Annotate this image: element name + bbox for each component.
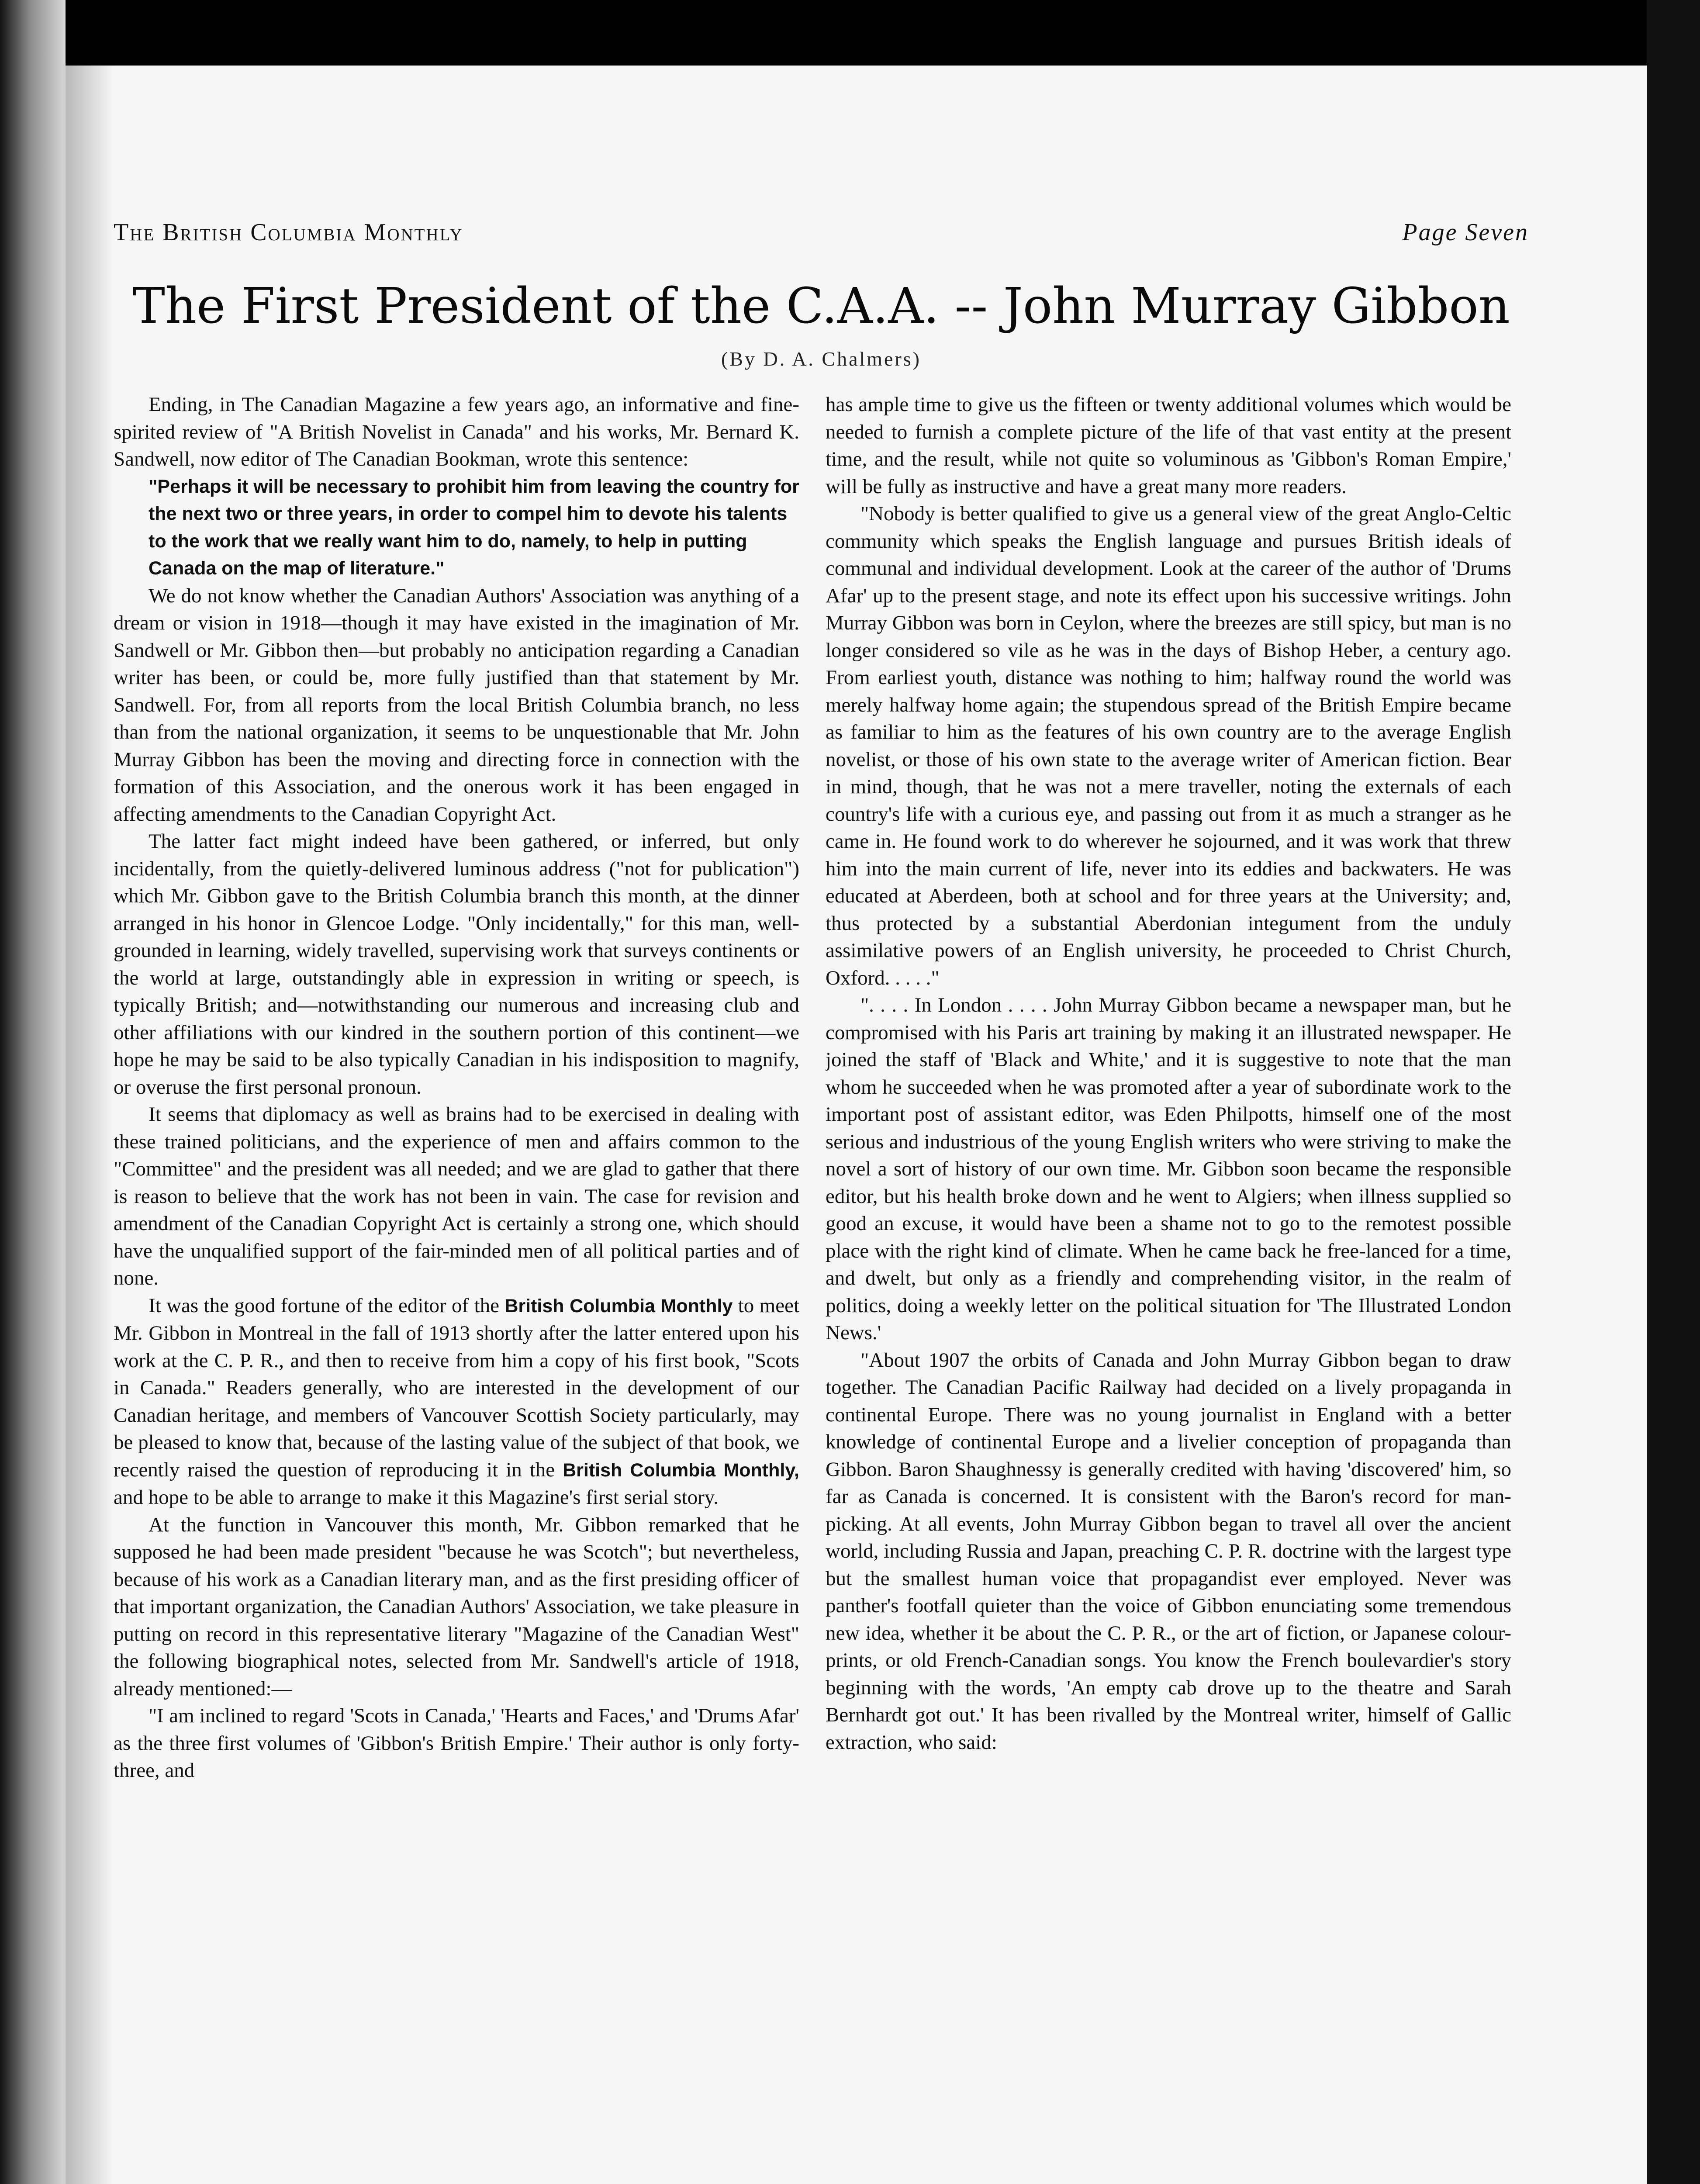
right-column (826, 391, 1511, 2184)
paragraph: It seems that diplomacy as well as brains had to be exercised in dealing with these trained politicians, and the experience of men and affairs common to the "Committee" and the president was all needed; and we are glad to gather that there is reason to believe that the work has not been in vain. The case for revision and amendment of the Canadian Copyright Act is certainly a strong one, which should have the unqualified support of the fair-minded men of all political parties and of none. (114, 1103, 799, 1289)
article-title: The First President of the C.A.A. -- John Murray Gibbon (132, 278, 1510, 335)
paragraph: The latter fact might indeed have been gathered, or inferred, but only incidentally, from the quietly-delivered luminous address ("not for publication") which Mr. Gibbon gave to the British Columbia branch this month, at the dinner arranged in his honor in Glencoe Lodge. "Only incidentally," for this man, well-grounded in learning, widely travelled, supervising work that surveys continents or the world at large, outstandingly able in expression in writing or speech, is typically British; and—notwithstanding our numerous and increasing club and other affiliations with our kindred in the southern portion of this continent—we hope he may be said to be also typically Canadian in his indisposition to magnify, or overuse the first personal pronoun. (114, 830, 799, 1099)
paragraph: "About 1907 the orbits of Canada and John Murray Gibbon began to draw together. The Canadian Pacific Railway had decided on a lively propaganda in continental Europe. There was no young journalist in England with a better knowledge of continental Europe and a livelier conception of propaganda than Gibbon. Baron Shaughnessy is generally credited with having 'discovered' him, so far as Canada is concerned. It is consistent with the Baron's record for man-picking. At all events, John Murray Gibbon began to travel all over the ancient world, including Russia and Japan, preaching C. P. R. doctrine with the largest type but the smallest human voice that propagandist ever employed. Never was panther's footfall quieter than the voice of Gibbon enunciating some tremendous new idea, whether it be about the C. P. R., or the art of fiction, or Japanese colour-prints, or old French-Canadian songs. You know the French boulevardier's story beginning with the words, 'An empty cab drove up to the theatre and Sarah Bernhardt got out.' It has been rivalled by the Montreal writer, himself of Gallic extraction, who said: (826, 1348, 1511, 1754)
article-byline: (By D. A. Chalmers) (721, 348, 921, 370)
text-run: It was the good fortune of the editor of the (149, 1294, 499, 1317)
page-number: Page Seven (1402, 219, 1529, 246)
text-run: to meet Mr. Gibbon in Montreal in the fall of 1913 shortly after the latter entered upon his work at the C. P. R., and then to receive from him a copy of his first book, "Scots in Canada." Readers generally, who are interested in the development of our Canadian heritage, and members of Vancouver Scottish Society particularly, may be pleased to know that, because of the lasting value of the subject of that book, we recently raised the question of reproducing it in the (114, 1294, 799, 1481)
running-header (114, 218, 1529, 253)
magazine-name: British Columbia Monthly, (563, 1459, 799, 1481)
pull-quote: "Perhaps it will be necessary to prohibit him from leaving the country for the next two or three years, in order to compel him to devote his talents to the work that we really want him to do, namely, to help in putting Canada on the map of literature." (149, 476, 799, 579)
paragraph: "I am inclined to regard 'Scots in Canada,' 'Hearts and Faces,' and 'Drums Afar' as the three first volumes of 'Gibbon's British Empire.' Their author is only forty-three, and (114, 1704, 799, 1782)
paragraph: We do not know whether the Canadian Authors' Association was anything of a dream or vision in 1918—though it may have existed in the imagination of Mr. Sandwell or Mr. Gibbon then—but probably no anticipation regarding a Canadian writer has been, or could be, more fully justified than that statement by Mr. Sandwell. For, from all reports from the local British Columbia branch, no less than from the national organization, it seems to be unquestionable that Mr. John Murray Gibbon has been the moving and directing force in connection with the formation of this Association, and the onerous work it has been engaged in affecting amendments to the Canadian Copyright Act. (114, 584, 799, 826)
paragraph: ". . . . In London . . . . John Murray Gibbon became a newspaper man, but he compromised with his Paris art training by making it an illustrated newspaper. He joined the staff of 'Black and White,' and it is suggestive to note that the man whom he succeeded when he was promoted after a year of subordinate work to the important post of assistant editor, was Eden Philpotts, himself one of the most serious and industrious of the young English writers who were striving to make the novel a sort of history of our own time. Mr. Gibbon soon became the responsible editor, but his health broke down and he went to Algiers; when illness supplied so good an excuse, it would have been a shame not to go to the remotest possible place with the right kind of climate. When he came back he free-lanced for a time, and dwelt, but only as a friendly and comprehending visitor, in the realm of politics, doing a weekly letter on the political situation for 'The Illustrated London News.' (826, 994, 1511, 1344)
paragraph: Ending, in The Canadian Magazine a few years ago, an informative and fine-spirited review of "A British Novelist in Canada" and his works, Mr. Bernard K. Sandwell, now editor of The Canadian Bookman, wrote this sentence: (114, 393, 799, 470)
left-column (114, 391, 799, 2184)
page-gutter-shadow (66, 66, 114, 2184)
magazine-name: British Columbia Monthly (504, 1295, 733, 1317)
scan-right-edge (1647, 0, 1700, 2184)
paragraph: "Nobody is better qualified to give us a general view of the great Anglo-Celtic community which speaks the English language and pursues British ideals of communal and individual development. Look at the career of the author of 'Drums Afar' up to the present stage, and note its effect upon his successive writings. John Murray Gibbon was born in Ceylon, where the breezes are still spicy, but man is no longer considered so vile as he was in the days of Bishop Heber, a century ago. From earliest youth, distance was nothing to him; halfway round the world was merely halfway home again; the stupendous spread of the British Empire became as familiar to him as the features of his own country are to the average English novelist, or those of his own state to the average writer of American fiction. Bear in mind, though, that he was not a mere traveller, noting the externals of each country's life with a curious eye, and passing out from it as much a stranger as he came in. He found work to do wherever he sojourned, and it was work that threw him into the main current of life, never into its eddies and backwaters. He was educated at Aberdeen, both at school and for three years at the University; and, thus protected by a substantial Aberdonian integument from the unduly assimilative powers of an English university, he proceeded to Christ Church, Oxford. . . . ." (826, 502, 1511, 989)
paragraph: has ample time to give us the fifteen or twenty additional volumes which would be needed to furnish a complete picture of the life of that vast entity at the present time, and the result, while not quite so voluminous as 'Gibbon's Roman Empire,' will be fully as instructive and have a great many more readers. (826, 393, 1511, 498)
paragraph (114, 1292, 799, 1511)
scan-left-edge (0, 0, 66, 2184)
paragraph: At the function in Vancouver this month, Mr. Gibbon remarked that he supposed he had been made president "because he was Scotch"; but nevertheless, because of his work as a Canadian literary man, and as the first presiding officer of that important organization, the Canadian Authors' Association, we take pleasure in putting on record in this representative literary "Magazine of the Canadian West" the following biographical notes, selected from Mr. Sandwell's article of 1918, already mentioned:— (114, 1513, 799, 1700)
text-run: and hope to be able to arrange to make it this Magazine's first serial story. (114, 1486, 719, 1509)
publication-name: The British Columbia Monthly (114, 219, 463, 246)
